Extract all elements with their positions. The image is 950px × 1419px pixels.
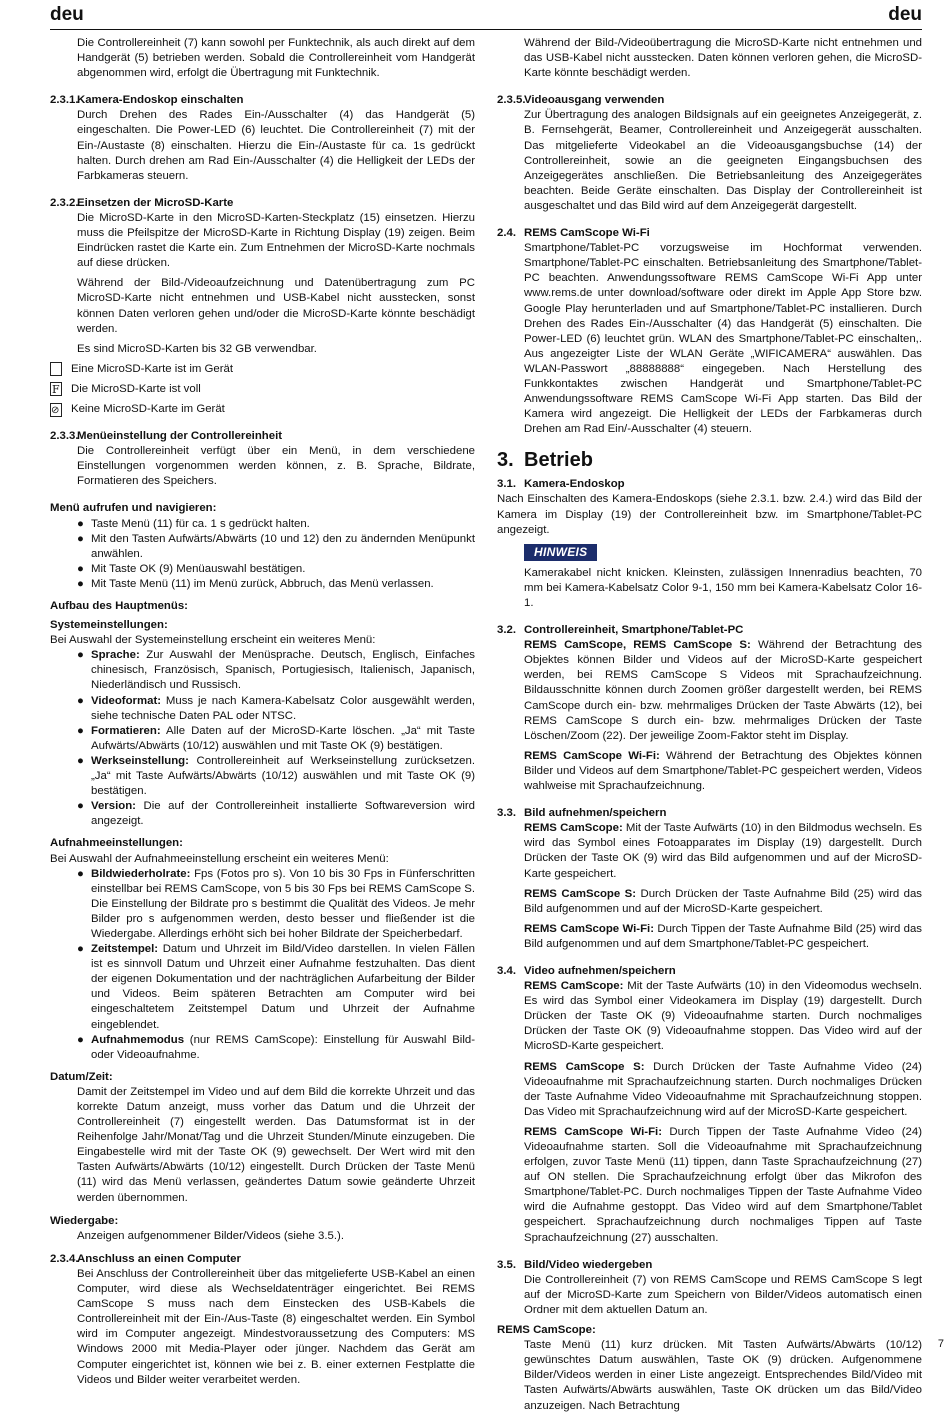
transfer-warning: Während der Bild-/Videoübertragung die MicroSD-Karte nicht entnehmen und das USB-Kabel nicht ausstecken. Daten können verloren gehen, die MicroSD-Karte könnte beschädigt werden. <box>524 37 922 80</box>
microsd-full-icon <box>50 382 62 396</box>
section-heading-3-2: 3.2. Controllereinheit, Smartphone/Tablet-PC <box>497 624 744 637</box>
date-time-heading: Datum/Zeit: <box>50 1070 113 1083</box>
playback-text: Anzeigen aufgenommener Bilder/Videos (siehe 3.5.). <box>77 1229 344 1242</box>
list-item: ● Werkseinstellung: Controllereinheit auf Werkseinstellung zurücksetzen. „Ja“ mit Taste Aufwärts/Abwärts (10/12) auswählen und mit Taste OK (9) bestätigen. <box>77 754 475 798</box>
language-code-right: deu <box>888 4 922 25</box>
chapter-heading-3: 3. Betrieb <box>497 449 593 472</box>
section-heading-2-3-5: 2.3.5.Videoausgang verwenden <box>497 94 665 107</box>
section-heading-2-3-4: 2.3.4.Anschluss an einen Computer <box>50 1252 241 1265</box>
section-text-3-5: Die Controllereinheit (7) von REMS CamScope und REMS CamScope S legt auf der MicroSD-Karte zum Speichern von Bilder/Videos automatisch einen Ordner mit dem aktuellen Datum an. <box>524 1273 922 1316</box>
list-item: ● Zeitstempel: Datum und Uhrzeit im Bild/Video darstellen. In vielen Fällen ist es sinnvoll Datum und Uhrzeit einer Aufnahme festzuhalten. Das dient der eigenen Dokumentation und der nachträglichen Aufarbeitung der Bilder und Videos. Beim späteren Betrachten am Computer wird bei eingeschaltetem Zeitstempel Datum und Uhrzeit der Aufnahme eingeblendet. <box>77 943 475 1031</box>
camscope-playback-heading: REMS CamScope: <box>497 1324 596 1337</box>
section-text-2-3-3: Die Controllereinheit verfügt über ein Menü, in dem verschiedene Einstellungen vorgenommen werden können, z. B. Sprache, Bildrate, Formatieren des Speichers. <box>77 445 475 488</box>
section-heading-3-4: 3.4. Video aufnehmen/speichern <box>497 964 676 977</box>
list-item: ● Bildwiederholrate: Fps (Fotos pro s). Von 10 bis 30 Fps in Fünferschritten einstellbar bei REMS CamScope, von 5 bis 30 Fps bei REMS CamScope S. Die Einstellung der Bildrate pro s bestimmt die Qualität des Videos. Je mehr Bilder pro s aufgenommen werden, desto besser und fließender ist die Wiedergabe. Allerdings erhöht sich bei hoher Bildrate der Speicherbedarf. <box>77 867 475 940</box>
main-menu-heading: Aufbau des Hauptmenüs: <box>50 600 188 612</box>
list-item: ● Mit Taste OK (9) Menüauswahl bestätigen. <box>77 562 306 575</box>
section-text-3-2-b: REMS CamScope Wi-Fi: Während der Betrachtung des Objektes können Bilder und Videos auf dem Smartphone/Tablet-PC gespeichert werden, Videos wahlweise mit Sprachaufzeichnung. <box>524 749 922 793</box>
microsd-card-icon <box>50 362 62 376</box>
section-heading-3-5: 3.5. Bild/Video wiedergeben <box>497 1258 653 1271</box>
system-settings-text: Bei Auswahl der Systemeinstellung erscheint ein weiteres Menü: <box>50 634 376 647</box>
card-status-row-none: ⊘ Keine MicroSD-Karte im Gerät <box>50 402 475 417</box>
list-item: ● Version: Die auf der Controllereinheit installierte Softwareversion wird angezeigt. <box>77 800 475 828</box>
note-badge: HINWEIS <box>524 544 597 561</box>
section-text-3-3-b: REMS CamScope S: Durch Drücken der Taste Aufnahme Bild (25) wird das Bild aufgenommen und auf der MicroSD-Karte gespeichert. <box>524 887 922 915</box>
section-text-3-3-a: REMS CamScope: Mit der Taste Aufwärts (10) in den Bildmodus wechseln. Es wird das Symbol eines Fotoapparates im Display (19) dargestellt. Durch Drücken der Taste OK (9) wird das Bild aufgenommen und auf der MicroSD-Karte gespeichert. <box>524 822 922 880</box>
section-text-2-3-5: Zur Übertragung des analogen Bildsignals auf ein geeignetes Anzeigegerät, z. B. Fernsehgerät, Beamer, Controllereinheit und Anzeigegerät ausschalten. Das mitgelieferte Videokabel an die Videoausgangsbuchse (14) der Controllereinheit, sowie an die geeigneten Eingangsbuchsen des Anzeigegerätes anschließen. Die Betriebsanleitung des Anzeigegerätes beachten. Beide Geräte einschalten. Das Display der Controllereinheit ist ausgeschaltet und das Bild wird auf dem Anzeigegerät dargestellt. <box>524 109 922 212</box>
section-text-2-3-2-c: Es sind MicroSD-Karten bis 32 GB verwendbar. <box>77 342 317 355</box>
menu-navigation-heading: Menü aufrufen und navigieren: <box>50 502 217 515</box>
section-text-2-3-2-a: Die MicroSD-Karte in den MicroSD-Karten-Steckplatz (15) einsetzen. Hierzu muss die Pfeilspitze der MicroSD-Karte in Richtung Display (19) zeigen. Beim Eindrücken rastet die Karte ein. Zum Entnehmen der MicroSD-Karte nochmals auf diese drücken. <box>77 211 475 270</box>
section-heading-2-3-1: 2.3.1.Kamera-Endoskop einschalten <box>50 94 244 107</box>
language-code-left: deu <box>50 4 84 25</box>
menu-navigation-list <box>77 517 475 592</box>
left-column <box>50 36 475 1393</box>
recording-settings-list <box>77 867 475 1063</box>
list-item: ● Sprache: Zur Auswahl der Menüsprache. Deutsch, Englisch, Einfaches chinesisch, Französisch, Spanisch, Portugiesisch, Italienisch, Japanisch, Niederländisch und Russisch. <box>77 649 475 692</box>
playback-heading: Wiedergabe: <box>50 1214 119 1227</box>
section-heading-2-3-3: 2.3.3.Menüeinstellung der Controllereinheit <box>50 430 283 443</box>
list-item: ● Aufnahmemodus (nur REMS CamScope): Einstellung für Auswahl Bild- oder Videoaufnahme. <box>77 1033 475 1061</box>
card-status-row-present: Eine MicroSD-Karte ist im Gerät <box>50 362 475 377</box>
note-text: Kamerakabel nicht knicken. Kleinsten, zulässigen Innenradius beachten, 70 mm bei Kamera-Kabelsatz Color 9-1, 150 mm bei Kamera-Kabelsatz Color 16-1. <box>524 566 922 609</box>
system-settings-list <box>77 648 475 829</box>
section-text-2-4: Smartphone/Tablet-PC vorzugsweise im Hochformat verwenden. Smartphone/Tablet-PC einschalten. Betriebsanleitung des Smartphone/Tablet-PC beachten. Anwendungssoftware REMS CamScope Wi-Fi App unter www.rems.de unter download/software oder direkt im Apple App Store bzw. Google Play herunterladen und auf Smartphone/Tablet-PC installieren. Durch Drehen des Rades Ein-/Ausschalter (4) das Handgerät (5) einschalten. Die Power-LED (6) leuchtet grün. WLAN des Smartphone/Tablet-PC einschalten,. Aus angezeigter Liste der WLAN Geräte „WIFICAMERA“ auswählen. Das WLAN-Passwort „88888888“ eingegeben. Nach Herstellung des Funkkontaktes zwischen Handgerät und Smartphone/Tablet-PC Anwendungssoftware REMS CamScope Wi-Fi App starten. Das Bild der Kamera wird angezeigt. Die Helligkeit der LEDs der Farbkameras durch Drehen am Rad Ein/-Ausschalter (4) steuern. <box>524 242 922 436</box>
page-header <box>0 4 950 30</box>
section-text-3-1: Nach Einschalten des Kamera-Endoskops (siehe 2.3.1. bzw. 2.4.) wird das Bild der Kamera im Display (19) der Controllereinheit bzw. im Smartphone/Tablet-PC angezeigt. <box>497 493 922 536</box>
date-time-text: Damit der Zeitstempel im Video und auf dem Bild die korrekte Uhrzeit und das korrekte Datum anzeigt, muss vorher das Datum und die Uhrzeit der Controllereinheit (7) eingestellt werden. Das Datumsformat ist in der Reihenfolge Jahr/Monat/Tag und die Uhrzeit Stunden/Minute einzugeben. Die Eingabestelle wird mit der Taste OK (9) gewechselt. Der Wert wird mit den Tasten Aufwärts/Abwärts (10/12) eingestellt. Durch Drücken der Taste Menü (11) wird das Menü verlassen, geändertes Datum sowie geänderte Uhrzeit werden übernommen. <box>77 1085 475 1204</box>
right-column <box>497 36 922 1419</box>
section-text-3-2-a: REMS CamScope, REMS CamScope S: Während der Betrachtung des Objektes können Bilder und Videos auf der MicroSD-Karte gespeichert werden, bei REMS CamScope S Videos mit Sprachaufzeichnung. Bildausschnitte können durch Zoomen größer dargestellt werden, bei REMS CamScope durch ein- bzw. mehrmaliges Drücken der Taste Abwärts (12), bei REMS CamScope S durch ein- bzw. mehrmaliges Drücken der Taste Löschen/Zoom (22). Der jeweilige Zoom-Faktor steht im Display. <box>524 639 922 742</box>
section-text-3-4-b: REMS CamScope S: Durch Drücken der Taste Aufnahme Video (24) Videoaufnahme mit Sprachaufzeichnung starten. Durch nochmaliges Drücken der Taste Aufnahme Video Videoaufnahme mit Sprachaufzeichnung stoppen. Das Video mit Sprachaufzeichnung wird auf der MicroSD-Karte gespeichert. <box>524 1060 922 1118</box>
list-item: ● Videoformat: Muss je nach Kamera-Kabelsatz Color ausgewählt werden, siehe technische Daten PAL oder NTSC. <box>77 694 475 722</box>
section-heading-3-1: 3.1. Kamera-Endoskop <box>497 478 625 491</box>
section-text-3-4-a: REMS CamScope: Mit der Taste Aufwärts (10) in den Videomodus wechseln. Es wird das Symbol einer Videokamera im Display (19) dargestellt. Durch Drücken der Taste OK (9) Videoaufnahme starten. Durch nochmaliges Drücken der Taste OK (9) Videoaufnahme stoppen. Das Video wird auf der MicroSD-Karte gespeichert. <box>524 980 922 1053</box>
system-settings-heading: Systemeinstellungen: <box>50 619 168 632</box>
list-item: ● Mit Taste Menü (11) im Menü zurück, Abbruch, das Menü verlassen. <box>77 577 434 590</box>
section-text-2-3-2-b: Während der Bild-/Videoaufzeichnung und Datenübertragung zum PC MicroSD-Karte nicht entnehmen und USB-Kabel nicht ausstecken, sonst können Daten verloren gehen und/oder die MicroSD-Karte könnte beschädigt werden. <box>77 277 475 335</box>
section-text-3-4-c: REMS CamScope Wi-Fi: Durch Tippen der Taste Aufnahme Video (24) Videoaufnahme starten. Soll die Videoaufnahme mit Sprachaufzeichnung erfolgen, zuvor Taste Menü (11) tippen, dann Taste Sprachaufzeichnung (27) auf ON stellen. Die Sprachaufzeichnung erfolgt über das Mikrofon des Smartphone/Tablet-PC. Durch nochmaliges Tippen der Taste Aufnahme Video wird die Aufnahme gestoppt. Das Video wird auf dem Smartphone/Tablet gespeichert. Sprachaufzeichnung durch nochmaliges Tippen auf Taste Sprachaufzeichnung (27) ausschalten. <box>524 1125 923 1244</box>
rems-website-link[interactable]: www.rems.de <box>524 287 593 300</box>
header-rule <box>50 29 922 30</box>
list-item: ● Mit den Tasten Aufwärts/Abwärts (10 und 12) den zu ändernden Menüpunkt anwählen. <box>77 532 475 560</box>
section-heading-3-3: 3.3. Bild aufnehmen/speichern <box>497 807 667 820</box>
section-text-2-3-4: Bei Anschluss der Controllereinheit über das mitgelieferte USB-Kabel an einen Computer, wird diese als Wechseldatenträger eingerichtet. Bei REMS CamScope S muss nach dem Einstecken des USB-Kabels die Controllereinheit mit der Ein-/Aus-Taste (8) eingeschaltet werden. Ein Symbol wird im Computer angezeigt. Mindestvoraussetzung des Computers: MS Windows 2000 mit Media-Player oder jünger. Nachdem das Gerät am Computer eingerichtet ist, können wie bei z. B. einer externen Festplatte die Videos und Bilder weiter verarbeitet werden. <box>77 1267 475 1386</box>
list-item: ● Formatieren: Alle Daten auf der MicroSD-Karte löschen. „Ja“ mit Taste Aufwärts/Abwärts (10/12) auswählen und mit Taste OK (9) bestätigen. <box>77 724 475 752</box>
page-number: 7 <box>937 1338 944 1350</box>
microsd-missing-icon <box>50 403 62 417</box>
list-item: ● Taste Menü (11) für ca. 1 s gedrückt halten. <box>77 517 310 530</box>
section-heading-2-4: 2.4. REMS CamScope Wi-Fi <box>497 227 650 240</box>
card-status-row-full: F Die MicroSD-Karte ist voll <box>50 382 475 397</box>
recording-settings-heading: Aufnahmeeinstellungen: <box>50 837 183 850</box>
camscope-playback-text: Taste Menü (11) kurz drücken. Mit Tasten Aufwärts/Abwärts (10/12) gewünschtes Datum auswählen, Taste OK (9) drücken. Aufgenommene Bilder/Videos werden in einer Liste angezeigt. Entsprechendes Bild/Video mit Tasten Aufwärts/Abwärts auswählen, Taste OK drücken um das Bild/Video anzuzeigen. Nach Betrachtung <box>524 1339 922 1412</box>
intro-paragraph: Die Controllereinheit (7) kann sowohl per Funktechnik, als auch direkt auf dem Handgerät (5) betrieben werden. Sobald die Controllereinheit vom Handgerät abgenommen wird, erfolgt die Übertragung mit Funktechnik. <box>77 37 475 80</box>
section-text-3-3-c: REMS CamScope Wi-Fi: Durch Tippen der Taste Aufnahme Bild (25) wird das Bild aufgenommen und auf dem Smartphone/Tablet-PC gespeichert. <box>524 922 923 950</box>
recording-settings-text: Bei Auswahl der Aufnahmeeinstellung erscheint ein weiteres Menü: <box>50 852 389 865</box>
section-text-2-3-1: Durch Drehen des Rades Ein-/Ausschalter (4) das Handgerät (5) eingeschalten. Die Power-LED (6) leuchtet. Die Controllereinheit (7) mit der Ein-/Austaste (8) einschalten. Hierzu die Ein-/Austaste für ca. 1s gedrückt halten. Durch drehen am Rad Ein-/Ausschalter (4) die Helligkeit der LEDs der Farbkameras steuern. <box>77 109 475 182</box>
section-heading-2-3-2: 2.3.2.Einsetzen der MicroSD-Karte <box>50 196 234 209</box>
